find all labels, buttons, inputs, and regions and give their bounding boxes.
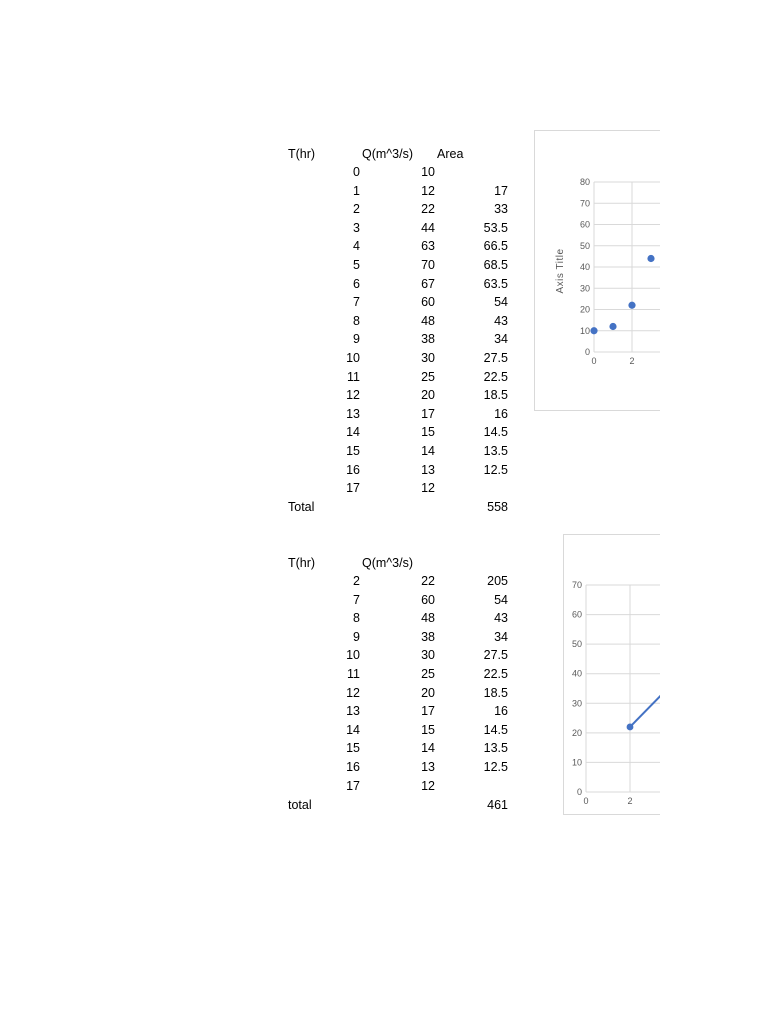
table2-header-t: T(hr): [288, 556, 316, 570]
table1-cell-t: 10: [346, 351, 360, 365]
table2-cell-t: 15: [346, 741, 360, 756]
y-tick-label: 10: [571, 757, 582, 768]
table2-cell-area: 27.5: [483, 648, 508, 663]
y-tick-label: 50: [579, 240, 590, 251]
y-tick-label: 70: [571, 580, 582, 590]
table2-cell-t: 8: [353, 611, 360, 626]
chart-2[interactable]: [563, 534, 660, 815]
table1-cell-q: 15: [421, 425, 435, 440]
table1-cell-area: 68.5: [483, 258, 508, 272]
table1-cell-t: 11: [347, 369, 360, 384]
table2-cell-area: 205: [487, 574, 508, 588]
y-tick-label: 40: [579, 262, 590, 272]
table2-cell-q: 20: [421, 685, 435, 700]
y-tick-label: 40: [571, 668, 582, 679]
table1-header-t: T(hr): [288, 147, 316, 161]
y-tick-label: 50: [571, 639, 582, 650]
table2-header-q: Q(m^3/s): [362, 556, 414, 570]
table1-cell-t: 0: [353, 165, 360, 179]
table1-cell-t: 16: [346, 462, 360, 477]
table1-cell-q: 12: [421, 183, 435, 198]
line-point[interactable]: [627, 724, 634, 731]
y-tick-label: 60: [579, 219, 590, 230]
table2-cell-t: 7: [353, 592, 360, 607]
y-tick-label: 80: [579, 177, 590, 187]
table1-cell-area: 63.5: [483, 276, 508, 291]
table1-cell-area: 54: [494, 295, 508, 310]
table1-cell-q: 48: [421, 313, 435, 328]
table2-cell-t: 12: [346, 685, 360, 700]
table2-cell-t: 16: [346, 760, 360, 774]
table2-cell-area: 12.5: [483, 760, 508, 774]
y-tick-label: 0: [576, 787, 582, 797]
table1-cell-t: 1: [353, 183, 360, 198]
y-tick-label: 30: [571, 698, 582, 709]
table1-cell-q: 12: [421, 481, 435, 496]
table1-cell-area: 53.5: [483, 220, 508, 235]
table2-cell-q: 38: [421, 629, 435, 644]
table1-cell-q: 13: [421, 462, 435, 477]
table2-cell-area: 18.5: [483, 685, 508, 700]
table1-cell-area: 12.5: [483, 462, 508, 477]
table1-cell-area: 33: [494, 202, 508, 217]
table1-cell-t: 13: [346, 406, 360, 421]
table1-cell-q: 44: [421, 220, 435, 235]
scatter-point[interactable]: [628, 302, 635, 309]
table2-cell-t: 14: [346, 722, 360, 737]
table2-cell-q: 13: [421, 760, 435, 774]
table1-cell-area: 18.5: [483, 388, 508, 403]
table2-cell-q: 12: [421, 778, 435, 793]
table1-cell-area: 27.5: [483, 351, 508, 365]
table2-cell-area: 13.5: [483, 741, 508, 756]
table1-cell-t: 15: [346, 444, 360, 458]
table1-cell-q: 17: [421, 406, 435, 421]
x-tick-label: 2: [629, 356, 635, 366]
table1-cell-q: 30: [421, 351, 435, 365]
table2-cell-t: 10: [346, 648, 360, 663]
table1-header-area: Area: [437, 147, 464, 161]
table2-cell-q: 25: [421, 667, 435, 681]
table1-cell-q: 60: [421, 295, 435, 310]
table1-cell-t: 2: [353, 202, 360, 217]
table1-total-value: 558: [487, 500, 508, 514]
chart-2-svg: [564, 535, 660, 814]
table2-cell-t: 13: [346, 704, 360, 719]
table1-cell-q: 63: [421, 239, 435, 254]
scatter-point[interactable]: [590, 327, 597, 334]
table1-cell-t: 7: [353, 295, 360, 310]
table2-cell-t: 9: [353, 629, 360, 644]
table1-cell-t: 5: [353, 258, 360, 272]
table1-cell-area: 34: [494, 332, 508, 347]
table1-cell-area: 14.5: [483, 425, 508, 440]
table2-cell-area: 14.5: [483, 722, 508, 737]
table1-cell-q: 67: [421, 276, 435, 291]
table2-cell-t: 17: [346, 778, 360, 793]
table1-cell-area: 13.5: [483, 444, 508, 458]
table2-cell-t: 11: [347, 667, 360, 681]
series-line[interactable]: [630, 615, 660, 727]
table2-cell-area: 22.5: [483, 667, 508, 681]
chart-1[interactable]: [534, 130, 660, 411]
table1-cell-q: 25: [421, 369, 435, 384]
table1-cell-t: 8: [353, 313, 360, 328]
table1-cell-q: 70: [421, 258, 435, 272]
table1-cell-t: 12: [346, 388, 360, 403]
table1-cell-t: 17: [346, 481, 360, 496]
y-tick-label: 0: [584, 347, 590, 357]
table2-cell-q: 17: [421, 704, 435, 719]
y-tick-label: 20: [579, 304, 590, 315]
table1-cell-area: 43: [494, 313, 508, 328]
table1-cell-area: 17: [494, 183, 508, 198]
table1-cell-area: 66.5: [483, 239, 508, 254]
table1-cell-t: 9: [353, 332, 360, 347]
x-tick-label: 0: [583, 796, 589, 806]
scatter-point[interactable]: [609, 323, 616, 330]
table2-cell-q: 15: [421, 722, 435, 737]
table1-cell-area: 22.5: [483, 369, 508, 384]
scatter-point[interactable]: [647, 255, 654, 262]
y-tick-label: 70: [579, 198, 590, 209]
y-tick-label: 20: [571, 727, 582, 738]
y-tick-label: 60: [571, 609, 582, 620]
table2-cell-t: 2: [353, 574, 360, 588]
table2-cell-q: 48: [421, 611, 435, 626]
table2-cell-q: 22: [421, 574, 435, 588]
table2-cell-q: 30: [421, 648, 435, 663]
table1-header-q: Q(m^3/s): [362, 147, 414, 161]
table1-cell-t: 4: [353, 239, 360, 254]
x-tick-label: 2: [627, 796, 633, 806]
table1-cell-q: 38: [421, 332, 435, 347]
table1-cell-t: 3: [353, 220, 360, 235]
table2-cell-q: 14: [421, 741, 435, 756]
table1-cell-q: 14: [421, 444, 435, 458]
table2-cell-area: 54: [494, 592, 508, 607]
table1-cell-q: 20: [421, 388, 435, 403]
table1-cell-area: 16: [494, 406, 508, 421]
y-tick-label: 10: [579, 325, 590, 336]
table2-total-value: 461: [487, 798, 508, 812]
chart-1-svg: [535, 131, 660, 410]
table2-cell-area: 34: [494, 629, 508, 644]
chart-1-y-axis-title: Axis Title: [555, 248, 566, 294]
table1-cell-q: 22: [421, 202, 435, 217]
x-tick-label: 0: [591, 356, 597, 366]
table1-total-label: Total: [288, 500, 315, 514]
table2-cell-q: 60: [421, 592, 435, 607]
table2-cell-area: 43: [494, 611, 508, 626]
table1-cell-t: 14: [346, 425, 360, 440]
y-tick-label: 30: [579, 283, 590, 294]
table2-cell-area: 16: [494, 704, 508, 719]
table2-total-label: total: [288, 798, 312, 812]
table1-cell-t: 6: [353, 276, 360, 291]
table1-cell-q: 10: [421, 165, 435, 179]
